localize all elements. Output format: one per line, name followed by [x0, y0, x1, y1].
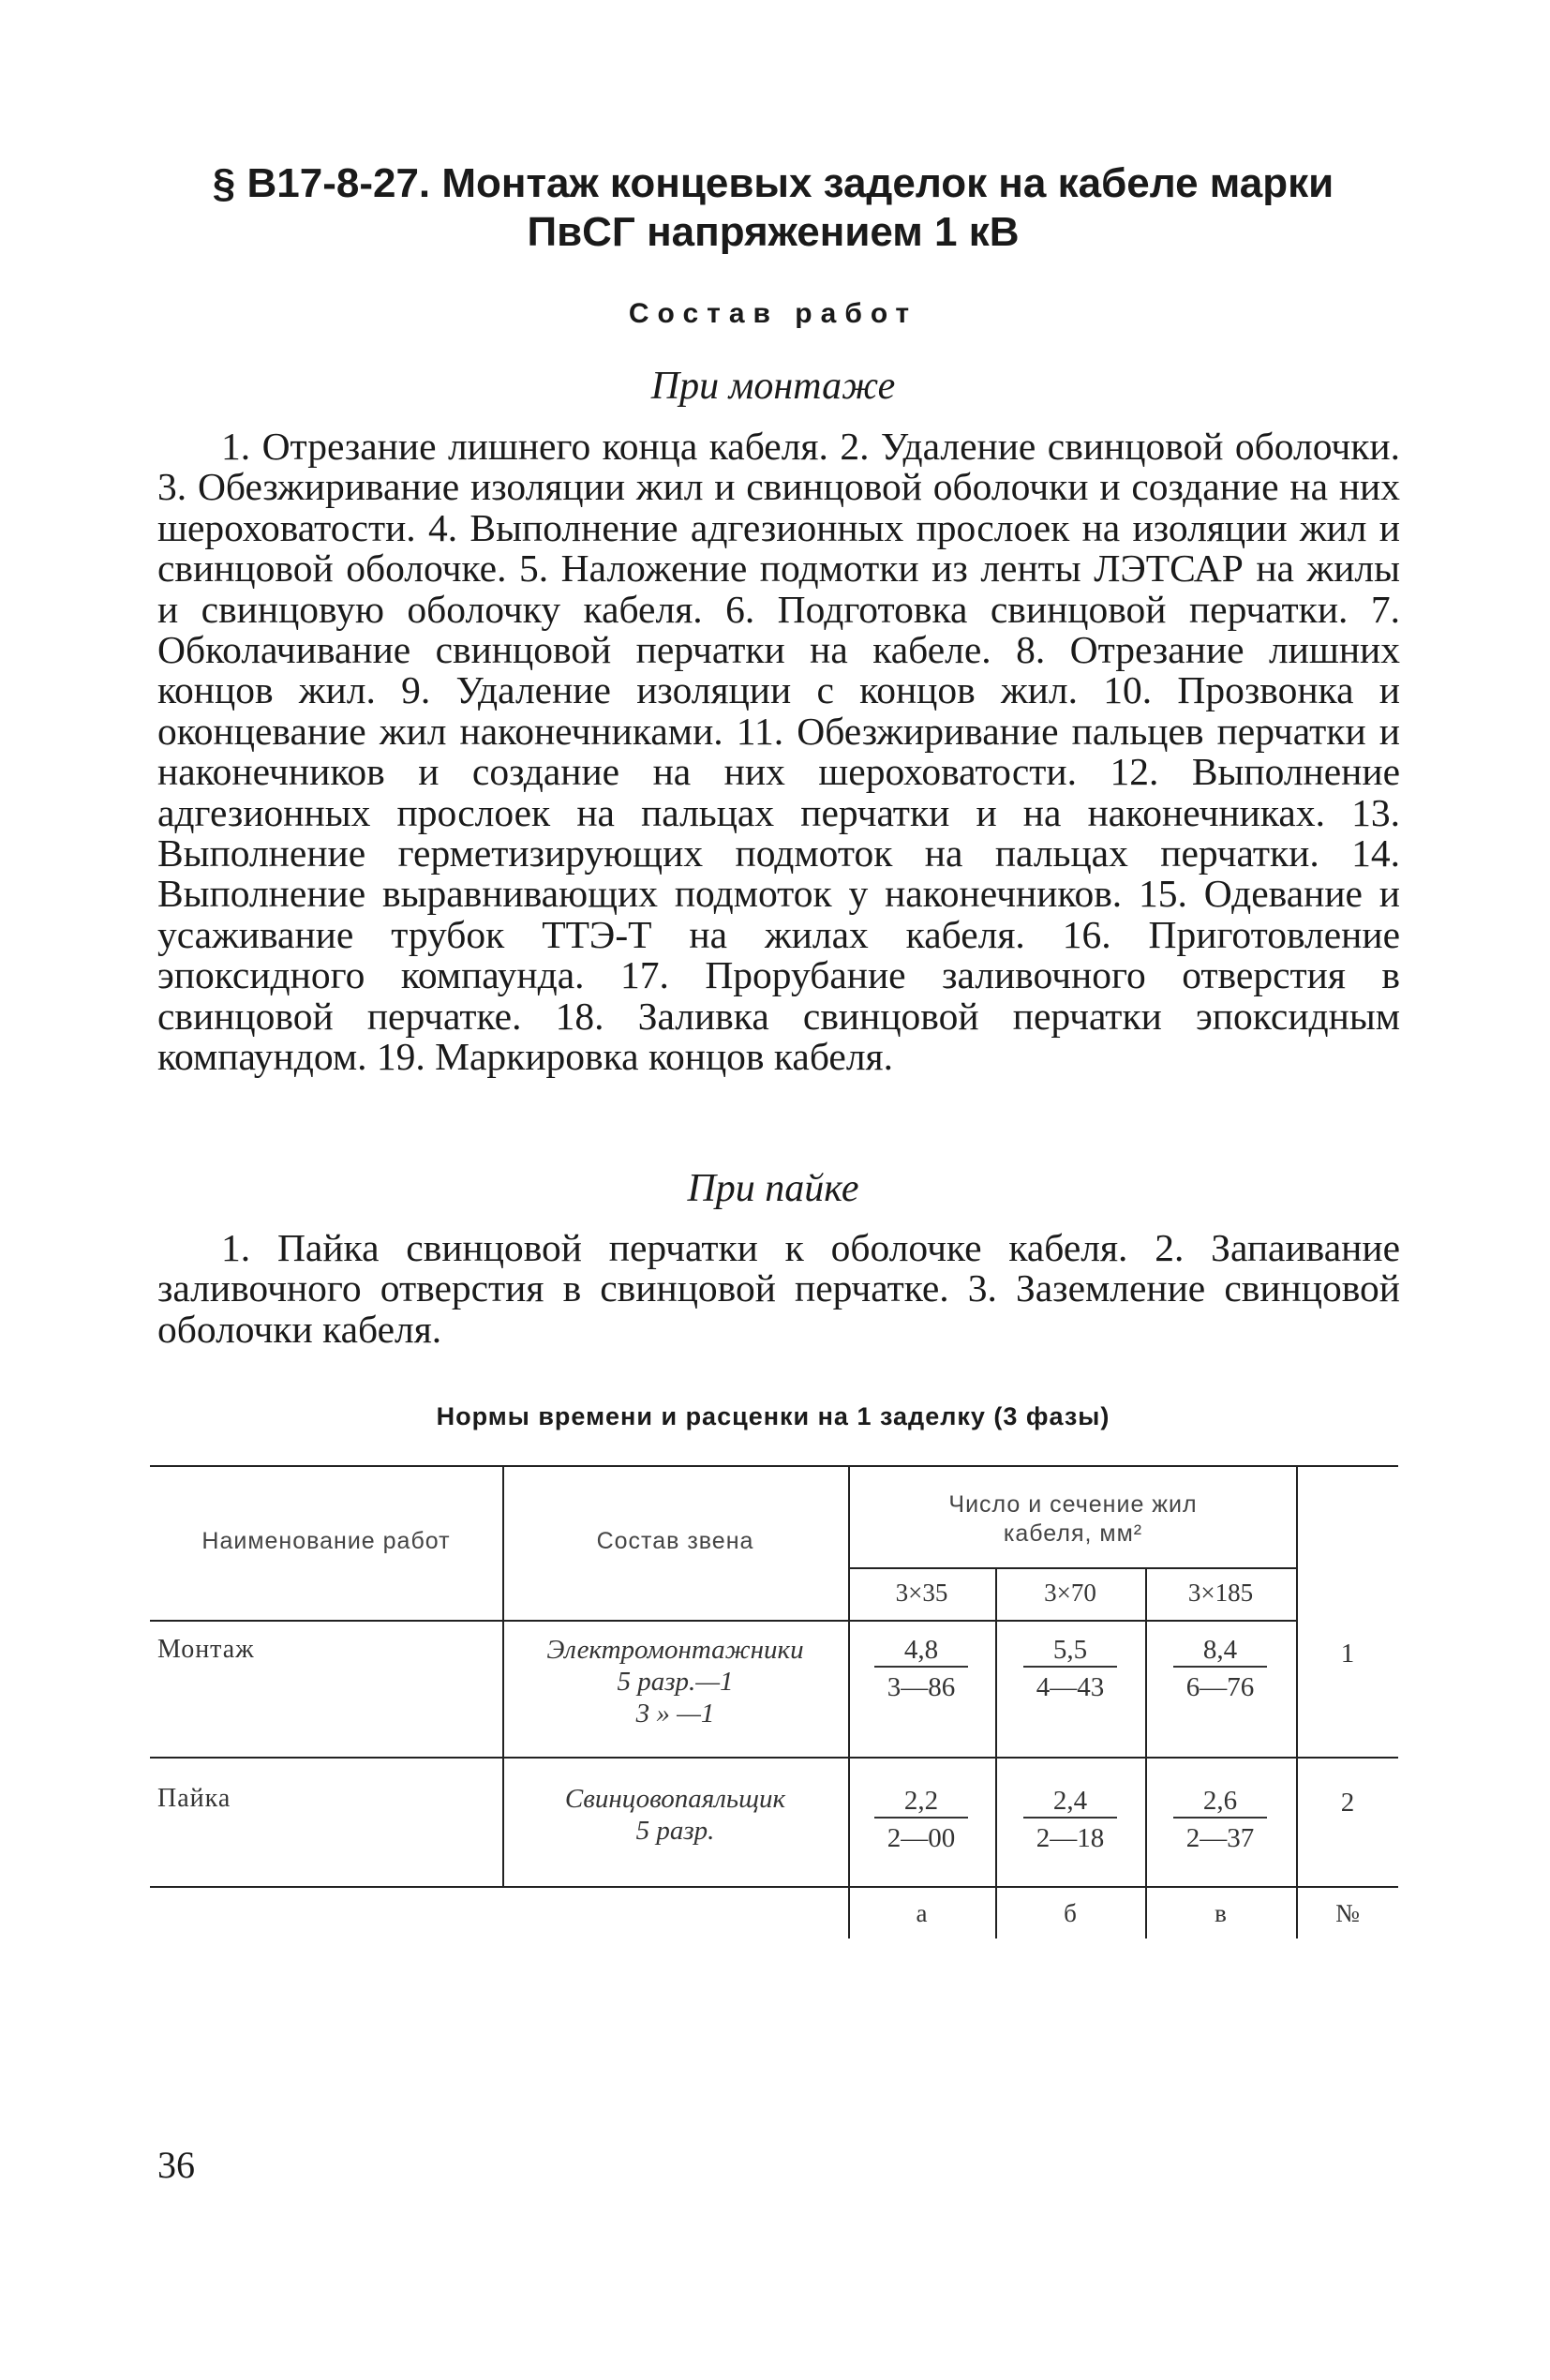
row-1-price-3x35: 3—86 [887, 1672, 956, 1702]
col-rule-3 [995, 1567, 997, 1886]
header-bottom-rule [150, 1620, 1298, 1622]
header-cores-line-1: Число и сечение жил [948, 1491, 1198, 1518]
row-2-time-3x70: 2,4 [1052, 1786, 1088, 1816]
row-1-value-3x185 [1155, 1634, 1286, 1705]
row-1-work: Монтаж [157, 1635, 255, 1664]
col-rule-4 [1145, 1567, 1147, 1886]
section-title-line-2: ПвСГ напряжением 1 кВ [527, 209, 1020, 255]
table-bottom-rule [150, 1886, 1398, 1888]
row-2-work: Пайка [157, 1784, 231, 1813]
row-1-price-3x185: 6—76 [1185, 1672, 1255, 1702]
row-1-value-3x70 [1005, 1634, 1136, 1705]
row-1-crew-line-2: 5 разр.—1 [617, 1667, 734, 1697]
section-title-line-1: § В17-8-27. Монтаж концевых заделок на кабеле марки [212, 160, 1334, 206]
header-size-3x185: 3×185 [1187, 1579, 1254, 1607]
row-2-crew [502, 1783, 848, 1847]
row-1-crew-line-1: Электромонтажники [546, 1635, 804, 1665]
row-1-crew-line-3: 3 » —1 [635, 1699, 715, 1729]
row-1-crew [502, 1634, 848, 1729]
row-1-time-3x70: 5,5 [1052, 1635, 1088, 1665]
row-1-number: 1 [1340, 1639, 1355, 1669]
row-2-value-3x70 [1005, 1785, 1136, 1856]
column-key-number: № [1335, 1899, 1360, 1927]
soldering-paragraph: 1. Пайка свинцовой перчатки к оболочке кабеля. 2. Запаивание заливочного отверстия в свинцовой перчатке. 3. Заземление свинцовой оболочки кабеля. [157, 1226, 1400, 1351]
row-2-price-3x70: 2—18 [1036, 1823, 1105, 1853]
table-caption: Нормы времени и расценки на 1 заделку (3 фазы) [436, 1402, 1110, 1430]
row-1-time-3x35: 4,8 [903, 1635, 939, 1665]
row-1-bottom-rule [150, 1757, 1398, 1759]
row-1-value-3x35 [856, 1634, 987, 1705]
table-top-rule [150, 1465, 1398, 1467]
installation-paragraph: 1. Отрезание лишнего конца кабеля. 2. Удаление свинцовой оболочки. 3. Обезжиривание изоляции жил и свинцовой оболочки и создание на них шероховатости. 4. Выполнение адгезионных прослоек на изоляции жил и свинцовой оболочке. 5. Наложение подмотки из ленты ЛЭТСАР на жилы и свинцовую оболочку кабеля. 6. Подготовка свинцовой перчатки. 7. Обколачивание свинцовой перчатки на кабеле. 8. Отрезание лишних концов жил. 9. Удаление изоляции с концов жил. 10. Прозвонка и оконцевание жил наконечниками. 11. Обезжиривание пальцев перчатки и наконечников и создание на них шероховатости. 12. Выполнение адгезионных прослоек на пальцах перчатки и на наконечниках. 13. Выполнение герметизирующих подмоток на пальцах перчатки. 14. Выполнение выравнивающих подмоток у наконечников. 15. Одевание и усаживание трубок ТТЭ-Т на жилах кабеля. 16. Приготовление эпоксидного компаунда. 17. Прорубание заливочного отверстия в свинцовой перчатке. 18. Заливка свинцовой перчатки эпоксидным компаундом. 19. Маркировка концов кабеля. [157, 425, 1400, 1079]
column-key-v: в [1215, 1899, 1227, 1927]
header-split-rule [848, 1567, 1298, 1569]
row-2-crew-line-1: Свинцовопаяльщик [564, 1784, 786, 1814]
row-2-number: 2 [1340, 1788, 1355, 1818]
header-work-name: Наименование работ [201, 1528, 451, 1554]
section-title [150, 159, 1396, 257]
row-1-time-3x185: 8,4 [1202, 1635, 1238, 1665]
header-cores-line-2: кабеля, мм² [1003, 1520, 1143, 1547]
row-2-value-3x35 [856, 1785, 987, 1856]
column-key-b: б [1064, 1899, 1077, 1927]
column-key-a: а [916, 1899, 928, 1927]
row-2-time-3x185: 2,6 [1202, 1786, 1238, 1816]
row-2-crew-line-2: 5 разр. [635, 1816, 715, 1846]
page-number: 36 [157, 2144, 195, 2186]
row-2-value-3x185 [1155, 1785, 1286, 1856]
header-crew: Состав звена [596, 1528, 754, 1554]
header-size-3x70: 3×70 [1044, 1579, 1096, 1607]
row-2-time-3x35: 2,2 [903, 1786, 939, 1816]
header-size-3x35: 3×35 [895, 1579, 948, 1607]
row-2-price-3x185: 2—37 [1185, 1823, 1255, 1853]
row-2-price-3x35: 2—00 [887, 1823, 956, 1853]
soldering-heading: При пайке [687, 1167, 859, 1210]
composition-label: Состав работ [628, 298, 918, 329]
installation-heading: При монтаже [650, 365, 896, 408]
row-1-price-3x70: 4—43 [1036, 1672, 1105, 1702]
